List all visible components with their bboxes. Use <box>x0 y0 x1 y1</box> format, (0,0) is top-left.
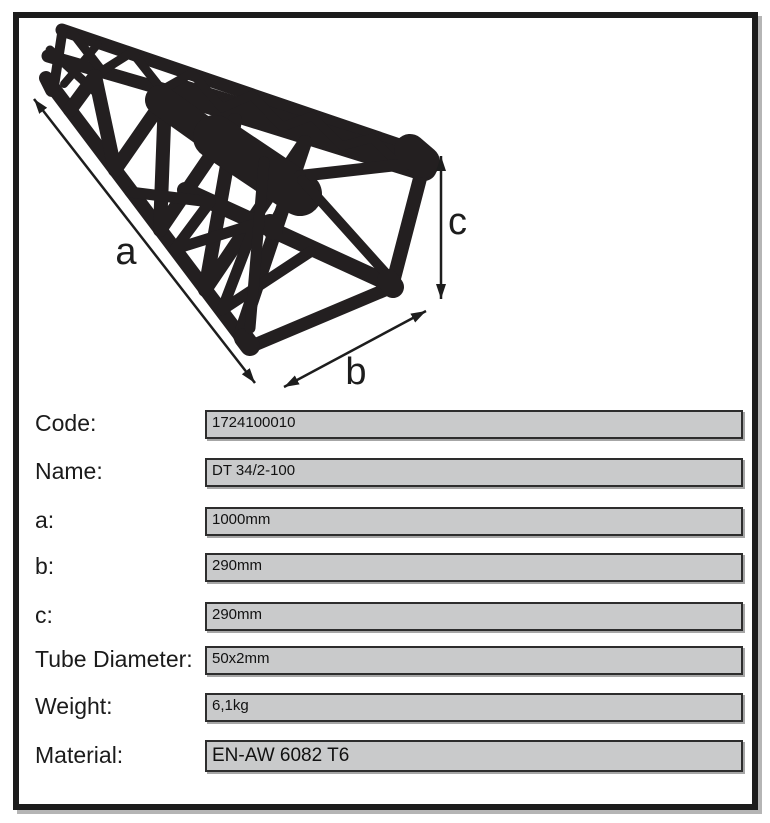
field-value-c: 290mm <box>212 606 263 623</box>
field-value-code: 1724100010 <box>212 414 296 431</box>
field-value-box-weight <box>205 693 743 722</box>
field-label-code: Code: <box>35 410 97 436</box>
field-value-name: DT 34/2-100 <box>212 462 296 479</box>
field-value-box-material <box>205 740 743 772</box>
field-row-weight <box>0 693 770 720</box>
field-value-box-code <box>205 410 743 439</box>
field-value-box-b <box>205 553 743 582</box>
field-label-weight: Weight: <box>35 693 113 719</box>
field-value-box-a <box>205 507 743 536</box>
field-row-material <box>0 740 770 770</box>
dimension-label-c: c <box>448 201 467 243</box>
field-label-b: b: <box>35 553 55 579</box>
truss-illustration <box>0 0 500 400</box>
field-value-material: EN-AW 6082 T6 <box>212 745 350 766</box>
field-value-box-tube-diameter <box>205 646 743 675</box>
field-label-name: Name: <box>35 458 103 484</box>
field-value-box-name <box>205 458 743 487</box>
field-label-tube-diameter: Tube Diameter: <box>35 646 193 672</box>
field-row-tube-diameter <box>0 646 770 673</box>
field-label-c: c: <box>35 602 53 628</box>
field-row-b <box>0 553 770 580</box>
field-row-name <box>0 458 770 485</box>
dimension-label-a: a <box>115 231 137 273</box>
field-row-c <box>0 602 770 629</box>
field-value-b: 290mm <box>212 557 263 574</box>
field-label-material: Material: <box>35 742 124 768</box>
field-value-box-c <box>205 602 743 631</box>
dimension-label-b: b <box>345 351 367 393</box>
field-row-code <box>0 410 770 437</box>
field-value-a: 1000mm <box>212 511 271 528</box>
field-row-a <box>0 507 770 534</box>
field-label-a: a: <box>35 507 55 533</box>
field-value-weight: 6,1kg <box>212 697 249 714</box>
field-value-tube-diameter: 50x2mm <box>212 650 270 667</box>
